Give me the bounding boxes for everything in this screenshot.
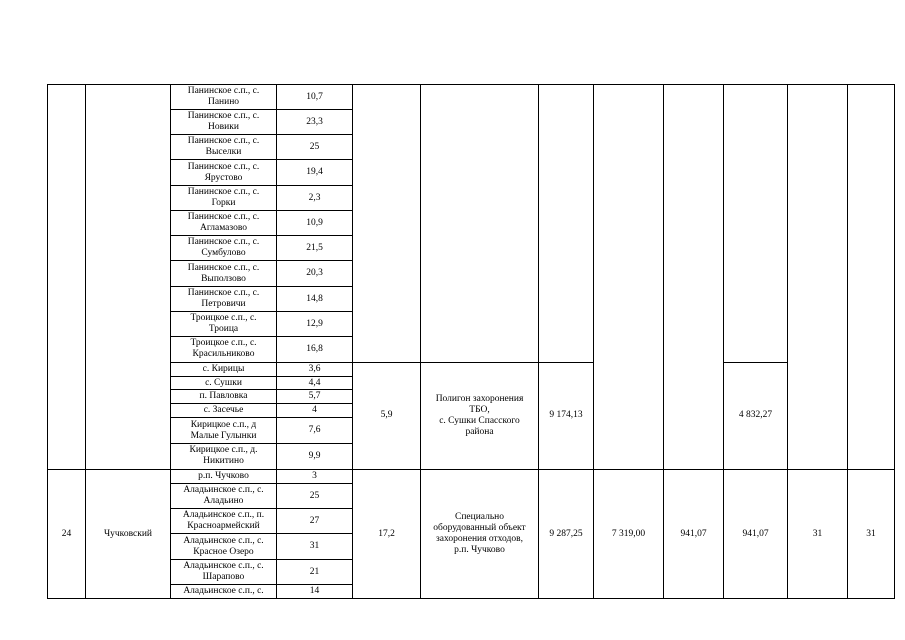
settlement-cell: Панинское с.п., с. Сумбулово — [187, 237, 260, 258]
distance-cell: 10,9 — [306, 217, 323, 228]
distance-cell: 25 — [309, 141, 320, 152]
distance-cell: 9,9 — [308, 450, 321, 461]
settlement-cell: Троицкое с.п., с. Троица — [190, 313, 257, 334]
distance-cell: 3 — [312, 471, 317, 481]
settlement-cell: р.п. Чучково — [198, 471, 249, 481]
settlement-cell: с. Кирицы — [202, 364, 245, 374]
value-cell: 941,07 — [680, 528, 707, 539]
distance-cell: 4 — [312, 405, 317, 415]
distance-cell: 23,3 — [306, 116, 323, 127]
settlement-cell: Кирицкое с.п., д. Никитино — [189, 445, 258, 466]
value-cell: 9 287,25 — [549, 528, 583, 539]
district-cell: Чучковский — [103, 528, 152, 539]
settlement-cell: Аладьинское с.п., п. Красноармейский — [182, 510, 265, 531]
row-number-cell: 24 — [61, 528, 72, 539]
distance-cell: 20,3 — [306, 268, 323, 278]
distance-cell: 25 — [309, 490, 320, 501]
value-cell: 7 319,00 — [611, 528, 646, 539]
settlement-cell: Аладьинское с.п., с. — [183, 586, 264, 596]
settlement-cell: Аладьинское с.п., с. Шарапово — [183, 561, 264, 582]
distance-cell: 14,8 — [306, 293, 323, 304]
distance-cell: 12,9 — [306, 318, 323, 329]
facility-cell: Полигон захоронения ТБО, с. Сушки Спасского района — [435, 393, 524, 437]
distance-cell: 5,7 — [308, 391, 321, 401]
distance-cell: 31 — [309, 541, 320, 551]
distance-cell: 27 — [309, 515, 320, 526]
settlement-cell: Троицкое с.п., с. Красильниково — [190, 338, 257, 359]
distance-cell: 10,7 — [306, 91, 323, 102]
distance-cell: 4,4 — [308, 377, 321, 388]
settlement-cell: Панинское с.п., с. Панино — [187, 86, 260, 107]
value-cell: 31 — [866, 528, 876, 539]
value-cell: 4 832,27 — [738, 410, 773, 420]
settlement-cell: Панинское с.п., с. Петровичи — [187, 288, 260, 309]
value-cell: 9 174,13 — [549, 410, 583, 420]
distance-cell: 21 — [309, 566, 320, 577]
grid-line — [894, 84, 895, 599]
settlement-cell: с. Засечье — [203, 405, 244, 415]
settlement-cell: п. Павловка — [199, 391, 248, 401]
settlement-cell: Кирицкое с.п., д Малые Гулынки — [190, 419, 257, 441]
distance-cell: 19,4 — [306, 167, 323, 177]
avg-distance-cell: 17,2 — [378, 528, 395, 539]
avg-distance-cell: 5,9 — [380, 410, 393, 420]
distance-cell: 16,8 — [306, 343, 323, 354]
settlement-cell: Аладьинское с.п., с. Аладьино — [183, 485, 264, 506]
settlement-cell: Аладьинское с.п., с. Красное Озеро — [183, 535, 264, 557]
settlement-cell: Панинское с.п., с. Новики — [187, 111, 260, 132]
settlement-cell: Панинское с.п., с. Выползово — [187, 262, 260, 284]
settlement-cell: Панинское с.п., с. Горки — [187, 187, 260, 208]
settlement-cell: Панинское с.п., с. Агламазово — [187, 212, 260, 233]
distance-cell: 14 — [309, 586, 320, 596]
settlement-cell: с. Сушки — [205, 377, 242, 388]
settlement-cell: Панинское с.п., с. Ярустово — [187, 161, 260, 183]
grid-line — [47, 598, 895, 599]
distance-cell: 7,6 — [308, 425, 321, 435]
distance-cell: 21,5 — [306, 242, 323, 253]
facility-cell: Специально оборудованный объект захоронения отходов, р.п. Чучково — [433, 512, 526, 555]
value-cell: 31 — [812, 528, 823, 539]
value-cell: 941,07 — [742, 528, 769, 539]
distance-cell: 3,6 — [308, 364, 321, 374]
settlement-cell: Панинское с.п., с. Выселки — [187, 136, 260, 157]
distance-cell: 2,3 — [308, 192, 321, 203]
